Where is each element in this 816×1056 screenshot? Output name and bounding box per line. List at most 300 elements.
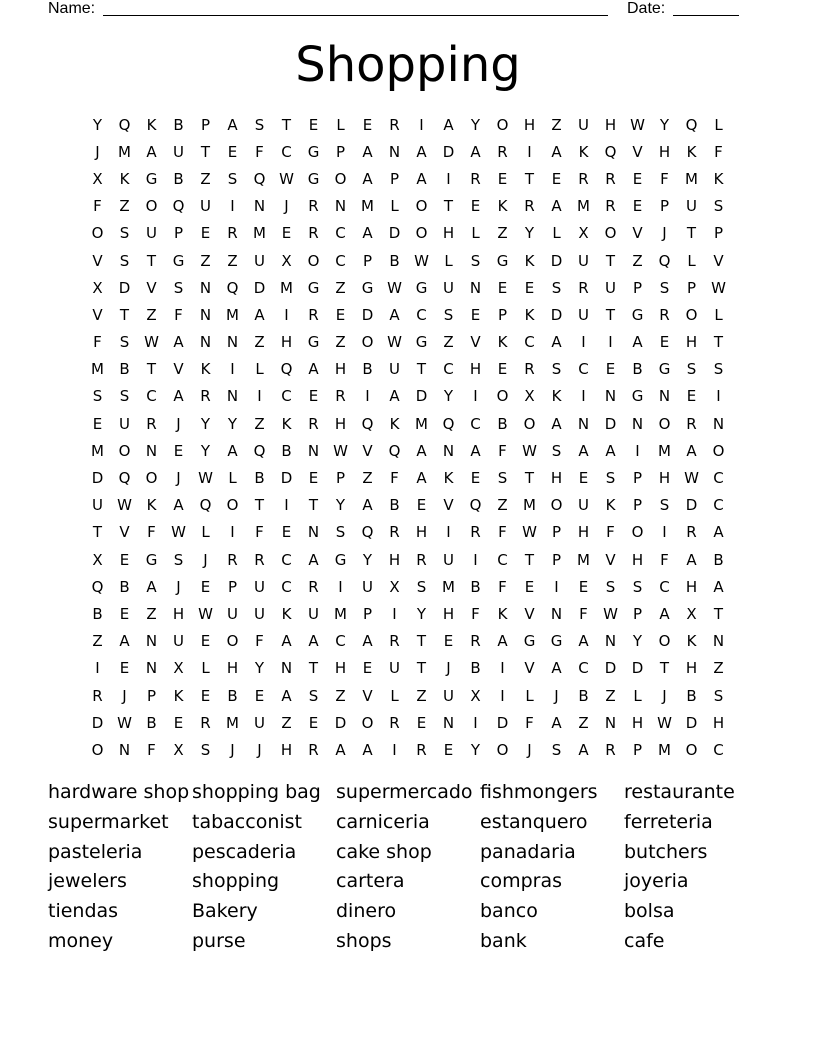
grid-letter[interactable]: Y — [416, 604, 427, 623]
grid-letter[interactable]: A — [362, 224, 373, 243]
grid-letter[interactable]: B — [578, 686, 589, 705]
grid-letter[interactable]: B — [686, 686, 697, 705]
grid-letter[interactable]: L — [444, 251, 453, 270]
grid-letter[interactable]: W — [522, 523, 537, 542]
grid-letter[interactable]: H — [523, 115, 536, 134]
grid-letter[interactable]: H — [685, 333, 698, 352]
grid-letter[interactable]: D — [550, 251, 563, 270]
grid-letter[interactable]: Z — [254, 333, 265, 352]
grid-letter[interactable]: G — [145, 550, 158, 569]
grid-letter[interactable]: E — [524, 577, 535, 596]
grid-letter[interactable]: N — [712, 414, 725, 433]
grid-letter[interactable]: I — [95, 659, 100, 678]
grid-letter[interactable]: L — [201, 659, 210, 678]
grid-letter[interactable]: J — [284, 197, 289, 216]
grid-letter[interactable]: T — [524, 550, 535, 569]
grid-letter[interactable]: B — [173, 115, 184, 134]
grid-letter[interactable]: A — [335, 740, 346, 759]
grid-letter[interactable]: J — [527, 740, 532, 759]
grid-letter[interactable]: C — [713, 469, 724, 488]
grid-letter[interactable]: A — [416, 169, 427, 188]
grid-letter[interactable]: X — [173, 740, 184, 759]
grid-letter[interactable]: S — [605, 577, 616, 596]
grid-letter[interactable]: M — [577, 550, 590, 569]
grid-letter[interactable]: W — [117, 713, 132, 732]
grid-letter[interactable]: P — [659, 197, 670, 216]
grid-letter[interactable]: N — [253, 197, 266, 216]
grid-letter[interactable]: E — [362, 659, 373, 678]
grid-letter[interactable]: W — [198, 604, 213, 623]
grid-letter[interactable]: R — [470, 632, 481, 651]
grid-letter[interactable]: I — [230, 523, 235, 542]
grid-letter[interactable]: Q — [199, 496, 212, 515]
grid-letter[interactable]: V — [443, 496, 454, 515]
grid-letter[interactable]: Y — [443, 387, 454, 406]
grid-letter[interactable]: O — [145, 197, 158, 216]
grid-letter[interactable]: A — [389, 305, 400, 324]
grid-letter[interactable]: C — [335, 632, 346, 651]
grid-letter[interactable]: A — [362, 632, 373, 651]
grid-letter[interactable]: M — [577, 197, 590, 216]
grid-letter[interactable]: O — [334, 169, 347, 188]
grid-letter[interactable]: O — [658, 632, 671, 651]
grid-letter[interactable]: O — [145, 469, 158, 488]
grid-letter[interactable]: D — [550, 305, 563, 324]
grid-letter[interactable]: C — [416, 305, 427, 324]
grid-letter[interactable]: Z — [146, 604, 157, 623]
grid-letter[interactable]: M — [280, 278, 293, 297]
grid-letter[interactable]: Q — [226, 278, 239, 297]
grid-letter[interactable]: H — [469, 360, 482, 379]
grid-letter[interactable]: N — [577, 414, 590, 433]
grid-letter[interactable]: P — [200, 115, 211, 134]
grid-letter[interactable]: T — [308, 659, 319, 678]
grid-letter[interactable]: W — [144, 333, 159, 352]
grid-letter[interactable]: Y — [254, 659, 265, 678]
grid-letter[interactable]: Z — [227, 251, 238, 270]
grid-letter[interactable]: S — [605, 469, 616, 488]
grid-letter[interactable]: L — [714, 115, 723, 134]
grid-letter[interactable]: Q — [685, 115, 698, 134]
grid-letter[interactable]: C — [281, 387, 292, 406]
grid-letter[interactable]: S — [551, 740, 562, 759]
grid-letter[interactable]: I — [500, 686, 505, 705]
grid-letter[interactable]: Z — [497, 224, 508, 243]
grid-letter[interactable]: Y — [524, 224, 535, 243]
grid-letter[interactable]: G — [631, 387, 644, 406]
grid-letter[interactable]: N — [199, 278, 212, 297]
grid-letter[interactable]: L — [714, 305, 723, 324]
grid-letter[interactable]: A — [119, 632, 130, 651]
grid-letter[interactable]: A — [362, 142, 373, 161]
grid-letter[interactable]: B — [281, 441, 292, 460]
grid-letter[interactable]: P — [632, 496, 643, 515]
grid-letter[interactable]: G — [307, 169, 320, 188]
grid-letter[interactable]: Z — [119, 197, 130, 216]
grid-letter[interactable]: R — [308, 224, 319, 243]
grid-letter[interactable]: U — [389, 360, 400, 379]
grid-letter[interactable]: X — [281, 251, 292, 270]
grid-letter[interactable]: E — [497, 169, 508, 188]
grid-letter[interactable]: G — [415, 333, 428, 352]
grid-letter[interactable]: H — [334, 659, 347, 678]
grid-letter[interactable]: F — [660, 550, 669, 569]
grid-letter[interactable]: E — [470, 305, 481, 324]
grid-letter[interactable]: F — [660, 169, 669, 188]
grid-letter[interactable]: J — [176, 577, 181, 596]
grid-letter[interactable]: Y — [632, 632, 643, 651]
grid-letter[interactable]: T — [713, 333, 724, 352]
grid-letter[interactable]: X — [389, 577, 400, 596]
grid-letter[interactable]: G — [550, 632, 563, 651]
grid-letter[interactable]: I — [446, 169, 451, 188]
grid-letter[interactable]: I — [392, 604, 397, 623]
grid-letter[interactable]: A — [713, 577, 724, 596]
grid-letter[interactable]: R — [92, 686, 103, 705]
grid-letter[interactable]: T — [524, 469, 535, 488]
grid-letter[interactable]: X — [578, 224, 589, 243]
grid-letter[interactable]: L — [390, 197, 399, 216]
grid-letter[interactable]: P — [713, 224, 724, 243]
grid-letter[interactable]: I — [230, 360, 235, 379]
grid-letter[interactable]: F — [147, 740, 156, 759]
grid-letter[interactable]: B — [470, 577, 481, 596]
grid-letter[interactable]: E — [200, 686, 211, 705]
grid-letter[interactable]: T — [416, 659, 427, 678]
grid-letter[interactable]: K — [686, 632, 697, 651]
grid-letter[interactable]: X — [92, 169, 103, 188]
grid-letter[interactable]: Z — [146, 305, 157, 324]
grid-letter[interactable]: Y — [227, 414, 238, 433]
grid-letter[interactable]: A — [308, 632, 319, 651]
grid-letter[interactable]: T — [686, 224, 697, 243]
grid-letter[interactable]: Q — [361, 523, 374, 542]
grid-letter[interactable]: I — [365, 387, 370, 406]
grid-letter[interactable]: E — [416, 713, 427, 732]
grid-letter[interactable]: R — [524, 360, 535, 379]
grid-letter[interactable]: K — [524, 305, 535, 324]
grid-letter[interactable]: P — [686, 278, 697, 297]
grid-letter[interactable]: R — [389, 632, 400, 651]
grid-letter[interactable]: N — [469, 278, 482, 297]
grid-letter[interactable]: Z — [335, 333, 346, 352]
grid-letter[interactable]: K — [389, 414, 400, 433]
grid-letter[interactable]: A — [173, 333, 184, 352]
grid-letter[interactable]: B — [146, 713, 157, 732]
grid-letter[interactable]: Z — [335, 686, 346, 705]
grid-letter[interactable]: T — [92, 523, 103, 542]
grid-letter[interactable]: E — [119, 604, 130, 623]
grid-letter[interactable]: S — [713, 197, 724, 216]
grid-letter[interactable]: O — [631, 523, 644, 542]
grid-letter[interactable]: E — [362, 115, 373, 134]
grid-letter[interactable]: I — [284, 496, 289, 515]
grid-letter[interactable]: X — [92, 550, 103, 569]
grid-letter[interactable]: C — [443, 360, 454, 379]
grid-letter[interactable]: E — [173, 441, 184, 460]
grid-letter[interactable]: L — [471, 224, 480, 243]
grid-letter[interactable]: R — [605, 740, 616, 759]
grid-letter[interactable]: E — [659, 333, 670, 352]
grid-letter[interactable]: A — [173, 496, 184, 515]
grid-letter[interactable]: O — [118, 441, 131, 460]
grid-letter[interactable]: L — [228, 469, 237, 488]
grid-letter[interactable]: R — [308, 414, 319, 433]
grid-letter[interactable]: R — [200, 713, 211, 732]
grid-letter[interactable]: O — [496, 115, 509, 134]
grid-letter[interactable]: Y — [362, 550, 373, 569]
grid-letter[interactable]: R — [659, 305, 670, 324]
grid-letter[interactable]: H — [685, 659, 698, 678]
grid-letter[interactable]: K — [119, 169, 130, 188]
grid-letter[interactable]: F — [498, 523, 507, 542]
grid-letter[interactable]: V — [632, 224, 643, 243]
grid-letter[interactable]: W — [387, 278, 402, 297]
grid-letter[interactable]: O — [658, 414, 671, 433]
grid-letter[interactable]: G — [334, 550, 347, 569]
grid-letter[interactable]: R — [146, 414, 157, 433]
grid-letter[interactable]: W — [603, 604, 618, 623]
grid-letter[interactable]: D — [685, 713, 698, 732]
grid-letter[interactable]: A — [362, 496, 373, 515]
grid-letter[interactable]: A — [416, 142, 427, 161]
grid-letter[interactable]: P — [497, 305, 508, 324]
grid-letter[interactable]: R — [308, 305, 319, 324]
grid-letter[interactable]: E — [200, 632, 211, 651]
grid-letter[interactable]: K — [686, 142, 697, 161]
grid-letter[interactable]: K — [146, 496, 157, 515]
grid-letter[interactable]: V — [524, 659, 535, 678]
grid-letter[interactable]: A — [308, 550, 319, 569]
grid-letter[interactable]: R — [497, 142, 508, 161]
grid-letter[interactable]: P — [551, 550, 562, 569]
grid-letter[interactable]: N — [604, 632, 617, 651]
grid-letter[interactable]: I — [284, 305, 289, 324]
grid-letter[interactable]: O — [523, 414, 536, 433]
grid-letter[interactable]: I — [500, 659, 505, 678]
grid-letter[interactable]: M — [91, 360, 104, 379]
grid-letter[interactable]: U — [605, 278, 616, 297]
grid-letter[interactable]: K — [713, 169, 724, 188]
grid-letter[interactable]: A — [578, 632, 589, 651]
grid-letter[interactable]: T — [146, 360, 157, 379]
grid-letter[interactable]: D — [91, 469, 104, 488]
grid-letter[interactable]: H — [658, 142, 671, 161]
grid-letter[interactable]: U — [227, 604, 238, 623]
grid-letter[interactable]: G — [307, 333, 320, 352]
grid-letter[interactable]: G — [307, 278, 320, 297]
grid-letter[interactable]: Z — [632, 251, 643, 270]
grid-letter[interactable]: A — [497, 632, 508, 651]
grid-letter[interactable]: D — [496, 713, 509, 732]
grid-letter[interactable]: S — [686, 360, 697, 379]
grid-letter[interactable]: A — [470, 142, 481, 161]
grid-letter[interactable]: T — [254, 496, 265, 515]
grid-letter[interactable]: E — [119, 550, 130, 569]
grid-letter[interactable]: V — [632, 142, 643, 161]
grid-letter[interactable]: Q — [118, 115, 131, 134]
grid-letter[interactable]: K — [443, 469, 454, 488]
grid-letter[interactable]: Y — [470, 740, 481, 759]
grid-letter[interactable]: O — [415, 197, 428, 216]
grid-letter[interactable]: I — [392, 740, 397, 759]
grid-letter[interactable]: R — [308, 197, 319, 216]
grid-letter[interactable]: V — [173, 360, 184, 379]
grid-letter[interactable]: I — [608, 333, 613, 352]
grid-letter[interactable]: X — [524, 387, 535, 406]
grid-letter[interactable]: B — [497, 414, 508, 433]
grid-letter[interactable]: I — [338, 577, 343, 596]
grid-letter[interactable]: V — [362, 686, 373, 705]
grid-letter[interactable]: E — [308, 469, 319, 488]
grid-letter[interactable]: A — [578, 740, 589, 759]
grid-letter[interactable]: D — [253, 278, 266, 297]
grid-letter[interactable]: T — [119, 305, 130, 324]
grid-letter[interactable]: M — [658, 441, 671, 460]
grid-letter[interactable]: C — [578, 659, 589, 678]
grid-letter[interactable]: S — [497, 469, 508, 488]
grid-letter[interactable]: E — [254, 686, 265, 705]
grid-letter[interactable]: U — [308, 604, 319, 623]
grid-letter[interactable]: F — [255, 523, 264, 542]
grid-letter[interactable]: U — [146, 224, 157, 243]
grid-letter[interactable]: H — [631, 713, 644, 732]
grid-letter[interactable]: E — [497, 278, 508, 297]
grid-letter[interactable]: A — [227, 115, 238, 134]
grid-letter[interactable]: P — [632, 604, 643, 623]
grid-letter[interactable]: X — [92, 278, 103, 297]
grid-letter[interactable]: S — [416, 577, 427, 596]
grid-letter[interactable]: F — [255, 142, 264, 161]
grid-letter[interactable]: A — [551, 333, 562, 352]
grid-letter[interactable]: Q — [280, 360, 293, 379]
grid-letter[interactable]: R — [470, 523, 481, 542]
grid-letter[interactable]: F — [498, 577, 507, 596]
grid-letter[interactable]: A — [551, 713, 562, 732]
grid-letter[interactable]: Q — [388, 441, 401, 460]
grid-letter[interactable]: R — [524, 197, 535, 216]
grid-letter[interactable]: Q — [442, 414, 455, 433]
grid-letter[interactable]: S — [659, 278, 670, 297]
grid-letter[interactable]: F — [93, 333, 102, 352]
grid-letter[interactable]: R — [308, 577, 319, 596]
grid-letter[interactable]: E — [308, 387, 319, 406]
grid-letter[interactable]: G — [145, 169, 158, 188]
grid-letter[interactable]: O — [91, 224, 104, 243]
grid-letter[interactable]: E — [308, 713, 319, 732]
grid-letter[interactable]: S — [119, 333, 130, 352]
grid-letter[interactable]: Y — [92, 115, 103, 134]
grid-letter[interactable]: Y — [200, 414, 211, 433]
grid-letter[interactable]: M — [226, 713, 239, 732]
grid-letter[interactable]: M — [118, 142, 131, 161]
grid-letter[interactable]: M — [361, 197, 374, 216]
grid-letter[interactable]: V — [119, 523, 130, 542]
grid-letter[interactable]: K — [281, 414, 292, 433]
grid-letter[interactable]: R — [605, 197, 616, 216]
grid-letter[interactable]: B — [389, 251, 400, 270]
grid-letter[interactable]: A — [281, 632, 292, 651]
grid-letter[interactable]: U — [254, 251, 265, 270]
grid-letter[interactable]: P — [362, 251, 373, 270]
grid-letter[interactable]: M — [415, 414, 428, 433]
grid-letter[interactable]: D — [604, 659, 617, 678]
grid-letter[interactable]: E — [416, 496, 427, 515]
grid-letter[interactable]: H — [280, 740, 293, 759]
grid-letter[interactable]: N — [307, 523, 320, 542]
grid-letter[interactable]: Q — [118, 469, 131, 488]
grid-letter[interactable]: A — [551, 659, 562, 678]
grid-letter[interactable]: O — [550, 496, 563, 515]
grid-letter[interactable]: R — [389, 523, 400, 542]
grid-letter[interactable]: O — [604, 224, 617, 243]
grid-letter[interactable]: D — [280, 469, 293, 488]
grid-letter[interactable]: M — [226, 305, 239, 324]
grid-letter[interactable]: K — [173, 686, 184, 705]
grid-letter[interactable]: U — [119, 414, 130, 433]
grid-letter[interactable]: C — [281, 142, 292, 161]
grid-letter[interactable]: F — [714, 142, 723, 161]
grid-letter[interactable]: Q — [361, 414, 374, 433]
grid-letter[interactable]: J — [662, 224, 667, 243]
grid-letter[interactable]: Z — [443, 333, 454, 352]
grid-letter[interactable]: G — [172, 251, 185, 270]
grid-letter[interactable]: F — [174, 305, 183, 324]
grid-letter[interactable]: A — [686, 441, 697, 460]
grid-letter[interactable]: A — [227, 441, 238, 460]
grid-letter[interactable]: L — [255, 360, 264, 379]
grid-letter[interactable]: B — [362, 360, 373, 379]
grid-letter[interactable]: T — [659, 659, 670, 678]
grid-letter[interactable]: I — [473, 387, 478, 406]
grid-letter[interactable]: R — [200, 387, 211, 406]
grid-letter[interactable]: P — [335, 142, 346, 161]
grid-letter[interactable]: H — [280, 333, 293, 352]
grid-letter[interactable]: E — [578, 577, 589, 596]
grid-letter[interactable]: S — [551, 441, 562, 460]
grid-letter[interactable]: R — [227, 550, 238, 569]
grid-letter[interactable]: S — [308, 686, 319, 705]
grid-letter[interactable]: O — [226, 496, 239, 515]
grid-letter[interactable]: U — [443, 278, 454, 297]
grid-letter[interactable]: U — [254, 577, 265, 596]
grid-letter[interactable]: K — [497, 197, 508, 216]
grid-letter[interactable]: Q — [172, 197, 185, 216]
grid-letter[interactable]: Z — [362, 469, 373, 488]
grid-letter[interactable]: K — [200, 360, 211, 379]
grid-letter[interactable]: O — [226, 632, 239, 651]
grid-letter[interactable]: E — [686, 387, 697, 406]
grid-letter[interactable]: E — [227, 142, 238, 161]
grid-letter[interactable]: M — [334, 604, 347, 623]
grid-letter[interactable]: J — [446, 659, 451, 678]
grid-letter[interactable]: O — [496, 740, 509, 759]
grid-letter[interactable]: L — [687, 251, 696, 270]
grid-letter[interactable]: K — [605, 496, 616, 515]
grid-letter[interactable]: J — [230, 740, 235, 759]
grid-letter[interactable]: N — [604, 387, 617, 406]
grid-letter[interactable]: E — [524, 278, 535, 297]
grid-letter[interactable]: A — [551, 414, 562, 433]
grid-letter[interactable]: U — [578, 115, 589, 134]
date-line[interactable] — [673, 15, 739, 16]
grid-letter[interactable]: J — [122, 686, 127, 705]
grid-letter[interactable]: T — [200, 142, 211, 161]
grid-letter[interactable]: U — [578, 496, 589, 515]
grid-letter[interactable]: P — [632, 740, 643, 759]
grid-letter[interactable]: W — [414, 251, 429, 270]
grid-letter[interactable]: I — [635, 441, 640, 460]
